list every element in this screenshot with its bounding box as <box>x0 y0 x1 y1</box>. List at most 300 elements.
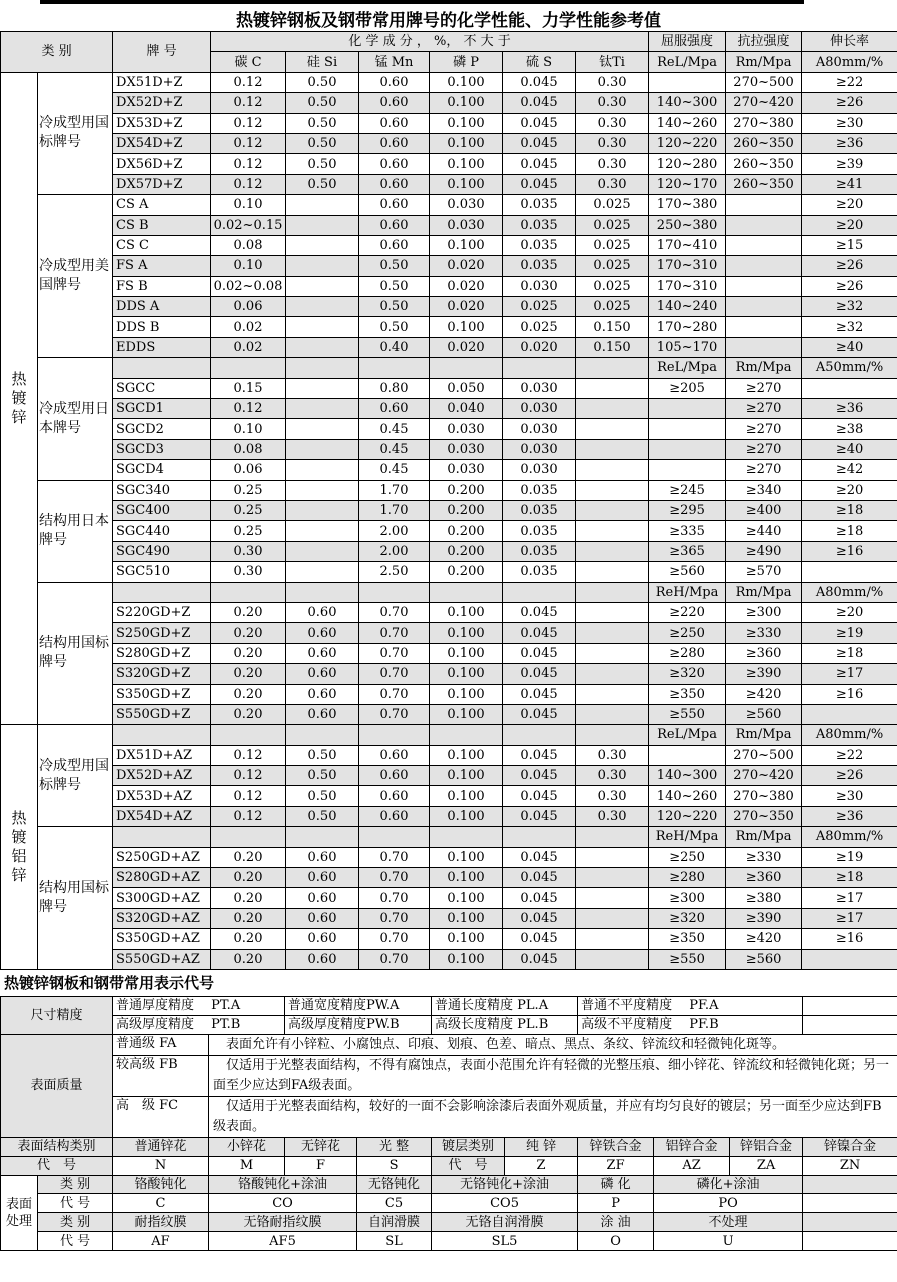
value-cell: 0.045 <box>503 847 576 867</box>
table-row <box>1 174 897 194</box>
value-cell: 0.200 <box>430 562 503 582</box>
treat-cell: O <box>578 1232 654 1251</box>
subheader-cell: 硅 Si <box>286 52 359 72</box>
size-cell: 普通厚度精度 PT.A <box>113 997 285 1016</box>
grade-cell: DX52D+AZ <box>113 766 211 786</box>
value-cell: 0.70 <box>359 704 430 724</box>
value-cell: 0.30 <box>576 93 649 113</box>
value-cell: ≥42 <box>802 460 897 480</box>
value-cell <box>802 562 897 582</box>
value-cell <box>576 480 649 500</box>
blank-cell <box>286 358 359 378</box>
value-cell: 260~350 <box>726 154 802 174</box>
treat-cell: 代 号 <box>38 1194 113 1213</box>
blank-cell <box>503 827 576 847</box>
struct-cell: F <box>285 1156 357 1175</box>
table-row <box>1 949 897 969</box>
blank-cell <box>113 582 211 602</box>
table-row <box>1 847 897 867</box>
value-cell: 0.15 <box>211 378 286 398</box>
table-row <box>1 500 897 520</box>
struct-row <box>1 1137 897 1156</box>
value-cell: 0.40 <box>359 337 430 357</box>
value-cell <box>802 378 897 398</box>
value-cell: 0.20 <box>211 929 286 949</box>
group-header-row <box>1 582 897 602</box>
grade-cell: SGC400 <box>113 500 211 520</box>
value-cell: 0.70 <box>359 602 430 622</box>
table-row <box>1 786 897 806</box>
value-cell: 0.12 <box>211 806 286 826</box>
value-cell: 0.030 <box>430 439 503 459</box>
value-cell: 0.25 <box>211 480 286 500</box>
blank-cell <box>803 1213 897 1232</box>
subheader-cell: 钛Ti <box>576 52 649 72</box>
value-cell: ≥320 <box>649 664 726 684</box>
size-cell: 高级厚度精度 PT.B <box>113 1015 285 1034</box>
value-cell: 120~220 <box>649 133 726 153</box>
value-cell <box>286 337 359 357</box>
value-cell: ≥17 <box>802 664 897 684</box>
group-header-cell: Rm/Mpa <box>726 582 802 602</box>
value-cell: 0.30 <box>576 766 649 786</box>
page-title: 热镀锌钢板及钢带常用牌号的化学性能、力学性能参考值 <box>236 11 661 31</box>
group-label: 冷成型用国标牌号 <box>38 725 113 827</box>
value-cell: 0.60 <box>359 174 430 194</box>
value-cell: 0.100 <box>430 847 503 867</box>
value-cell: ≥36 <box>802 806 897 826</box>
value-cell: 0.100 <box>430 888 503 908</box>
table-row <box>1 317 897 337</box>
value-cell: 1.70 <box>359 480 430 500</box>
value-cell: 0.035 <box>503 256 576 276</box>
grade-cell: FS A <box>113 256 211 276</box>
value-cell: 0.030 <box>430 419 503 439</box>
value-cell: 0.10 <box>211 419 286 439</box>
struct-cell: 表面结构类别 <box>1 1137 113 1156</box>
struct-cell: 光 整 <box>357 1137 432 1156</box>
value-cell: 0.70 <box>359 643 430 663</box>
value-cell <box>649 72 726 92</box>
grade-cell: S550GD+Z <box>113 704 211 724</box>
value-cell: 0.12 <box>211 786 286 806</box>
value-cell: ≥390 <box>726 664 802 684</box>
grade-cell: S250GD+Z <box>113 623 211 643</box>
size-cell: 普通长度精度 PL.A <box>432 997 578 1016</box>
grade-cell: SGCD3 <box>113 439 211 459</box>
value-cell: 105~170 <box>649 337 726 357</box>
group-header-cell: A50mm/% <box>802 358 897 378</box>
value-cell: ≥20 <box>802 602 897 622</box>
value-cell: 0.045 <box>503 766 576 786</box>
value-cell: ≥26 <box>802 276 897 296</box>
value-cell <box>649 460 726 480</box>
value-cell: 0.025 <box>576 256 649 276</box>
value-cell: 0.100 <box>430 684 503 704</box>
value-cell: 170~410 <box>649 235 726 255</box>
value-cell <box>286 297 359 317</box>
value-cell: 120~170 <box>649 174 726 194</box>
surface-level: 普通级 FA <box>113 1034 209 1055</box>
table-row <box>1 908 897 928</box>
value-cell <box>576 399 649 419</box>
value-cell: 0.70 <box>359 868 430 888</box>
value-cell <box>726 317 802 337</box>
group-header-cell: Rm/Mpa <box>726 725 802 745</box>
grade-cell: EDDS <box>113 337 211 357</box>
value-cell: 0.025 <box>503 317 576 337</box>
value-cell: 0.20 <box>211 949 286 969</box>
value-cell <box>286 562 359 582</box>
struct-cell: 纯 锌 <box>505 1137 578 1156</box>
value-cell <box>286 317 359 337</box>
value-cell: ≥340 <box>726 480 802 500</box>
value-cell <box>576 521 649 541</box>
struct-cell: 锌铁合金 <box>578 1137 654 1156</box>
value-cell: 0.030 <box>503 399 576 419</box>
value-cell: ≥300 <box>649 888 726 908</box>
value-cell: 0.60 <box>359 113 430 133</box>
value-cell: 0.12 <box>211 766 286 786</box>
treat-cell: PO <box>654 1194 803 1213</box>
value-cell <box>726 297 802 317</box>
value-cell: ≥365 <box>649 541 726 561</box>
grade-cell: S350GD+Z <box>113 684 211 704</box>
grade-cell: SGCC <box>113 378 211 398</box>
value-cell: 0.60 <box>359 235 430 255</box>
value-cell: 270~420 <box>726 93 802 113</box>
value-cell: 0.20 <box>211 643 286 663</box>
blank-cell <box>503 358 576 378</box>
blank-cell <box>211 827 286 847</box>
blank-cell <box>211 582 286 602</box>
value-cell: ≥16 <box>802 541 897 561</box>
codes-table <box>0 996 897 1251</box>
value-cell <box>576 847 649 867</box>
value-cell <box>802 704 897 724</box>
grade-cell: CS B <box>113 215 211 235</box>
value-cell: 140~260 <box>649 786 726 806</box>
value-cell: 260~350 <box>726 174 802 194</box>
value-cell: 0.045 <box>503 745 576 765</box>
treat-cell: C <box>113 1194 209 1213</box>
table-row <box>1 133 897 153</box>
value-cell: 0.045 <box>503 133 576 153</box>
size-row <box>1 1015 897 1034</box>
group-header-cell: ReL/Mpa <box>649 725 726 745</box>
value-cell: 0.50 <box>286 745 359 765</box>
value-cell: 0.70 <box>359 908 430 928</box>
grade-cell: FS B <box>113 276 211 296</box>
value-cell: 0.200 <box>430 521 503 541</box>
value-cell: ≥420 <box>726 684 802 704</box>
value-cell: 0.50 <box>286 113 359 133</box>
value-cell <box>649 745 726 765</box>
value-cell: 0.20 <box>211 602 286 622</box>
value-cell: ≥32 <box>802 297 897 317</box>
value-cell: 0.045 <box>503 174 576 194</box>
value-cell: ≥18 <box>802 868 897 888</box>
grade-cell: S280GD+AZ <box>113 868 211 888</box>
value-cell: 0.06 <box>211 460 286 480</box>
value-cell: 0.60 <box>286 643 359 663</box>
value-cell: 260~350 <box>726 133 802 153</box>
treat-cell: C5 <box>357 1194 432 1213</box>
size-cell: 高级长度精度 PL.B <box>432 1015 578 1034</box>
value-cell: ≥360 <box>726 643 802 663</box>
value-cell <box>726 276 802 296</box>
value-cell: 0.100 <box>430 908 503 928</box>
value-cell <box>576 500 649 520</box>
value-cell: 170~280 <box>649 317 726 337</box>
value-cell: 0.30 <box>576 786 649 806</box>
treat-cell: 类 别 <box>38 1213 113 1232</box>
value-cell: 0.045 <box>503 664 576 684</box>
struct-cell: 铝锌合金 <box>654 1137 730 1156</box>
header-category: 类 别 <box>1 32 113 73</box>
value-cell <box>286 480 359 500</box>
grade-cell: SGCD1 <box>113 399 211 419</box>
value-cell: ≥350 <box>649 684 726 704</box>
blank-cell <box>803 1232 897 1251</box>
treat-row <box>1 1232 897 1251</box>
value-cell: ≥36 <box>802 399 897 419</box>
group-header-cell: ReH/Mpa <box>649 827 726 847</box>
value-cell <box>576 460 649 480</box>
value-cell <box>286 276 359 296</box>
value-cell: 170~310 <box>649 256 726 276</box>
treat-cell: 涂 油 <box>578 1213 654 1232</box>
blank-cell <box>359 358 430 378</box>
value-cell: 250~380 <box>649 215 726 235</box>
value-cell: ≥250 <box>649 847 726 867</box>
table-row <box>1 215 897 235</box>
value-cell: 0.100 <box>430 174 503 194</box>
value-cell: 140~260 <box>649 113 726 133</box>
grade-cell: DX52D+Z <box>113 93 211 113</box>
blank-cell <box>113 827 211 847</box>
value-cell: ≥270 <box>726 460 802 480</box>
value-cell: 0.45 <box>359 419 430 439</box>
grade-cell: DX53D+Z <box>113 113 211 133</box>
struct-cell: 代 号 <box>1 1156 113 1175</box>
value-cell <box>286 541 359 561</box>
value-cell: 0.60 <box>359 745 430 765</box>
grade-cell: SGC490 <box>113 541 211 561</box>
header-yield: 屈服强度 <box>649 32 726 52</box>
treat-cell: SL5 <box>432 1232 578 1251</box>
group-header-cell: ReL/Mpa <box>649 358 726 378</box>
value-cell: 0.60 <box>286 704 359 724</box>
value-cell: ≥320 <box>649 908 726 928</box>
value-cell: 0.045 <box>503 806 576 826</box>
value-cell: 0.60 <box>286 623 359 643</box>
value-cell: ≥295 <box>649 500 726 520</box>
value-cell: 0.20 <box>211 888 286 908</box>
value-cell: 0.12 <box>211 745 286 765</box>
value-cell: 0.30 <box>576 745 649 765</box>
value-cell: ≥560 <box>726 704 802 724</box>
value-cell: ≥40 <box>802 439 897 459</box>
struct-cell: 镀层类别 <box>432 1137 505 1156</box>
treat-cell: 磷 化 <box>578 1175 654 1194</box>
blank-cell <box>211 725 286 745</box>
value-cell: ≥30 <box>802 113 897 133</box>
value-cell: 270~500 <box>726 72 802 92</box>
value-cell: 0.02 <box>211 337 286 357</box>
value-cell: 0.50 <box>286 766 359 786</box>
struct-cell: Z <box>505 1156 578 1175</box>
value-cell: 0.50 <box>359 276 430 296</box>
value-cell: 0.025 <box>576 276 649 296</box>
value-cell: 0.200 <box>430 480 503 500</box>
subheader-cell: 碳 C <box>211 52 286 72</box>
group-header-row <box>1 827 897 847</box>
struct-cell: 锌镍合金 <box>803 1137 897 1156</box>
subheader-cell: ReL/Mpa <box>649 52 726 72</box>
blank-cell <box>430 827 503 847</box>
table-row <box>1 297 897 317</box>
value-cell: 0.50 <box>286 786 359 806</box>
value-cell: 0.100 <box>430 868 503 888</box>
value-cell: 0.08 <box>211 235 286 255</box>
table-row <box>1 93 897 113</box>
table-row <box>1 684 897 704</box>
header-elong: 伸长率 <box>802 32 897 52</box>
struct-cell: ZF <box>578 1156 654 1175</box>
treat-cell: 无铬钝化+涂油 <box>432 1175 578 1194</box>
value-cell: 0.045 <box>503 684 576 704</box>
value-cell: 0.50 <box>286 174 359 194</box>
treat-cell: 铬酸钝化 <box>113 1175 209 1194</box>
struct-cell: ZN <box>803 1156 897 1175</box>
value-cell: 0.100 <box>430 766 503 786</box>
value-cell: 0.12 <box>211 113 286 133</box>
value-cell <box>649 419 726 439</box>
value-cell: ≥270 <box>726 419 802 439</box>
value-cell: ≥20 <box>802 195 897 215</box>
header-grade: 牌 号 <box>113 32 211 73</box>
table-row <box>1 276 897 296</box>
header-chem: 化 学 成 分 ， %， 不 大 于 <box>211 32 649 52</box>
blank-cell <box>576 582 649 602</box>
table-row <box>1 745 897 765</box>
struct-cell: 无锌花 <box>285 1137 357 1156</box>
value-cell: ≥335 <box>649 521 726 541</box>
group-header-cell: A80mm/% <box>802 725 897 745</box>
value-cell: 0.035 <box>503 195 576 215</box>
table-row <box>1 480 897 500</box>
treat-cell: 无铬自润滑膜 <box>432 1213 578 1232</box>
value-cell: 0.045 <box>503 623 576 643</box>
codes-title: 热镀锌钢板和钢带常用表示代号 <box>4 974 215 992</box>
value-cell: 0.30 <box>576 113 649 133</box>
value-cell <box>576 541 649 561</box>
table-row <box>1 766 897 786</box>
value-cell <box>286 521 359 541</box>
value-cell: ≥220 <box>649 602 726 622</box>
table-row <box>1 541 897 561</box>
value-cell: ≥280 <box>649 643 726 663</box>
value-cell: 0.200 <box>430 541 503 561</box>
value-cell: 0.20 <box>211 664 286 684</box>
value-cell: 0.25 <box>211 521 286 541</box>
value-cell: 0.100 <box>430 949 503 969</box>
size-cell: 普通宽度精度PW.A <box>285 997 432 1016</box>
value-cell: ≥36 <box>802 133 897 153</box>
grade-cell: DX51D+AZ <box>113 745 211 765</box>
value-cell: 0.30 <box>211 541 286 561</box>
value-cell: 0.12 <box>211 154 286 174</box>
table-row <box>1 704 897 724</box>
subheader-cell: 磷 P <box>430 52 503 72</box>
grade-cell: S320GD+AZ <box>113 908 211 928</box>
value-cell <box>576 419 649 439</box>
value-cell: 0.50 <box>286 154 359 174</box>
main-category: 热 镀 铝 锌 <box>1 725 38 970</box>
value-cell: ≥15 <box>802 235 897 255</box>
value-cell: 0.035 <box>503 215 576 235</box>
value-cell <box>286 235 359 255</box>
surface-row <box>1 1096 897 1137</box>
value-cell: ≥16 <box>802 929 897 949</box>
value-cell: 0.60 <box>359 399 430 419</box>
treat-row <box>1 1175 897 1194</box>
value-cell: ≥32 <box>802 317 897 337</box>
value-cell: ≥570 <box>726 562 802 582</box>
table-row <box>1 643 897 663</box>
blank-cell <box>803 1194 897 1213</box>
grade-cell: SGCD2 <box>113 419 211 439</box>
value-cell: 0.30 <box>576 133 649 153</box>
value-cell: 0.100 <box>430 602 503 622</box>
value-cell <box>286 195 359 215</box>
value-cell: 0.035 <box>503 562 576 582</box>
treat-cell: AF <box>113 1232 209 1251</box>
value-cell: 0.20 <box>211 908 286 928</box>
value-cell: 0.100 <box>430 623 503 643</box>
value-cell: 270~380 <box>726 786 802 806</box>
blank-cell <box>286 827 359 847</box>
value-cell: ≥380 <box>726 888 802 908</box>
value-cell: 170~380 <box>649 195 726 215</box>
blank-cell <box>503 582 576 602</box>
value-cell: 0.70 <box>359 664 430 684</box>
value-cell: 0.035 <box>503 521 576 541</box>
treat-cell: CO5 <box>432 1194 578 1213</box>
value-cell: ≥41 <box>802 174 897 194</box>
size-cell: 普通不平度精度 PF.A <box>578 997 803 1016</box>
value-cell: ≥360 <box>726 868 802 888</box>
group-label: 结构用国标牌号 <box>38 582 113 725</box>
group-label: 冷成型用日本牌号 <box>38 358 113 480</box>
value-cell: 0.25 <box>211 500 286 520</box>
value-cell: 0.60 <box>286 949 359 969</box>
value-cell: 0.12 <box>211 93 286 113</box>
value-cell: ≥440 <box>726 521 802 541</box>
value-cell: 0.045 <box>503 929 576 949</box>
value-cell: 0.60 <box>286 908 359 928</box>
value-cell: 0.030 <box>503 419 576 439</box>
group-label: 结构用国标牌号 <box>38 827 113 970</box>
group-header-cell: Rm/Mpa <box>726 358 802 378</box>
value-cell: 1.70 <box>359 500 430 520</box>
value-cell: 0.025 <box>576 195 649 215</box>
properties-table <box>0 31 897 970</box>
value-cell: ≥30 <box>802 786 897 806</box>
value-cell: 0.035 <box>503 500 576 520</box>
value-cell: 0.030 <box>503 276 576 296</box>
